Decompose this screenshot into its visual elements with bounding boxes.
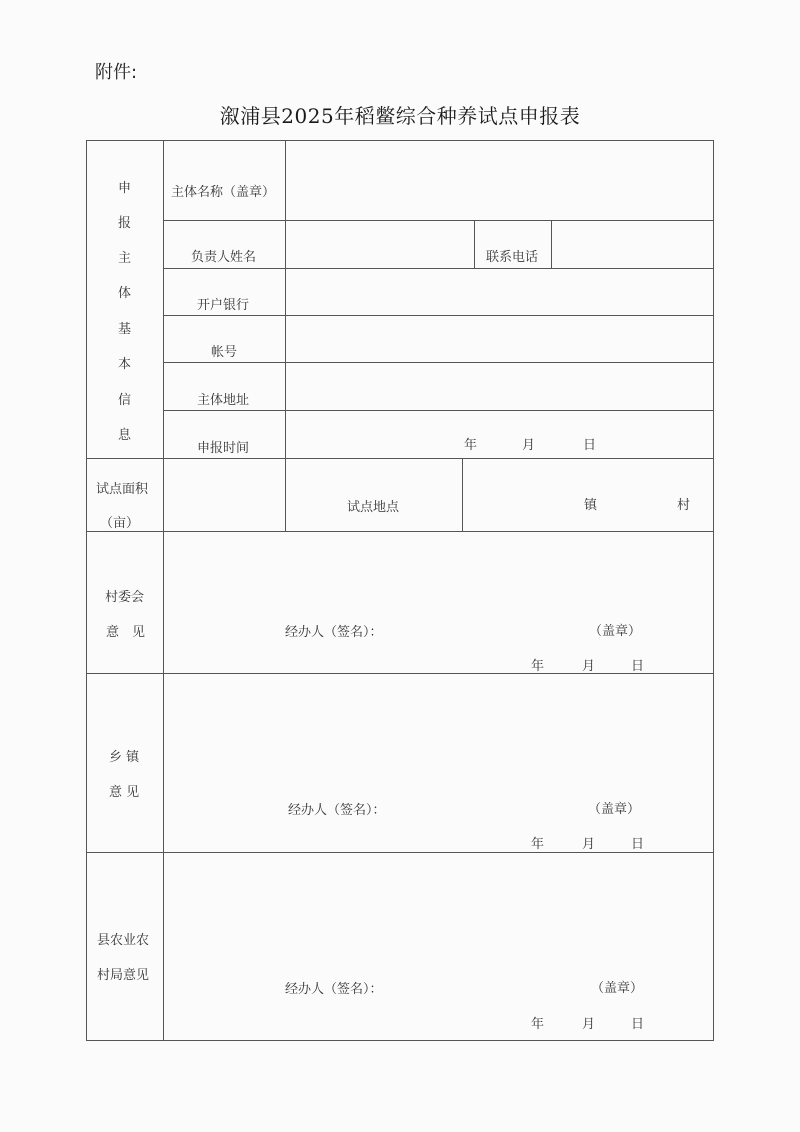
township-date-day: 日 — [631, 837, 645, 852]
person-in-charge-field[interactable] — [286, 221, 474, 268]
township-handler-signature-label: 经办人（签名）： — [288, 803, 386, 818]
county-handler-signature-label: 经办人（签名）： — [285, 982, 383, 997]
pilot-village-suffix: 村 — [677, 498, 691, 513]
person-in-charge-label: 负责人姓名 — [191, 250, 257, 265]
village-seal-label: （盖章） — [589, 624, 642, 639]
side-label-char: 息 — [117, 428, 131, 443]
pilot-town-suffix: 镇 — [584, 498, 598, 513]
township-opinion-label-line2: 意 见 — [109, 785, 140, 800]
row-divider — [163, 410, 714, 411]
table-border-bottom — [86, 1040, 714, 1041]
side-label-char: 基 — [117, 322, 131, 337]
attachment-label: 附件: — [95, 62, 138, 83]
row-divider — [86, 673, 714, 674]
form-title: 溆浦县2025年稻鳖综合种养试点申报表 — [219, 104, 581, 128]
county-date-year: 年 — [531, 1017, 545, 1032]
county-date-day: 日 — [631, 1017, 645, 1032]
application-date-year: 年 — [464, 438, 478, 453]
village-handler-signature-label: 经办人（签名）： — [285, 625, 383, 640]
pilot-area-field[interactable] — [164, 459, 285, 531]
village-opinion-label-line2: 意 见 — [106, 625, 146, 640]
address-label: 主体地址 — [197, 393, 250, 408]
column-divider — [474, 220, 475, 268]
township-date-month: 月 — [582, 837, 596, 852]
row-divider — [86, 852, 714, 853]
column-divider — [462, 458, 463, 531]
application-form-table — [86, 140, 714, 1041]
township-date-year: 年 — [531, 837, 545, 852]
township-seal-label: （盖章） — [588, 802, 641, 817]
county-bureau-opinion-label-line2: 村局意见 — [97, 968, 150, 983]
contact-phone-field[interactable] — [552, 221, 713, 268]
side-label-char: 主 — [117, 251, 131, 266]
village-date-day: 日 — [631, 659, 645, 674]
application-date-label: 申报时间 — [197, 441, 250, 456]
side-label-char: 报 — [117, 216, 131, 231]
county-date-month: 月 — [582, 1017, 596, 1032]
pilot-area-label: 试点面积 — [96, 482, 149, 497]
side-label-char: 信 — [117, 393, 131, 408]
village-date-month: 月 — [582, 659, 596, 674]
address-field[interactable] — [286, 363, 713, 410]
entity-name-label: 主体名称（盖章） — [171, 185, 276, 200]
table-border-right — [713, 140, 714, 1041]
county-seal-label: （盖章） — [591, 981, 644, 996]
application-date-month: 月 — [522, 438, 536, 453]
side-label-char: 申 — [117, 181, 131, 196]
side-label-char: 本 — [117, 357, 131, 372]
township-opinion-label: 乡 镇 — [109, 750, 140, 765]
side-label-char: 体 — [117, 286, 131, 301]
village-date-year: 年 — [531, 659, 545, 674]
application-date-day: 日 — [583, 438, 597, 453]
table-border-left — [86, 140, 87, 1041]
village-opinion-label: 村委会 — [105, 590, 145, 605]
contact-phone-label: 联系电话 — [486, 250, 539, 265]
account-label: 帐号 — [211, 345, 238, 360]
bank-label: 开户银行 — [197, 298, 250, 313]
bank-field[interactable] — [286, 269, 713, 315]
row-divider — [86, 531, 714, 532]
account-field[interactable] — [286, 316, 713, 362]
pilot-location-label: 试点地点 — [347, 500, 400, 515]
county-bureau-opinion-label: 县农业农 — [97, 933, 150, 948]
column-divider — [163, 140, 164, 1041]
entity-name-field[interactable] — [286, 141, 713, 220]
pilot-area-unit-label: （亩） — [100, 516, 140, 531]
